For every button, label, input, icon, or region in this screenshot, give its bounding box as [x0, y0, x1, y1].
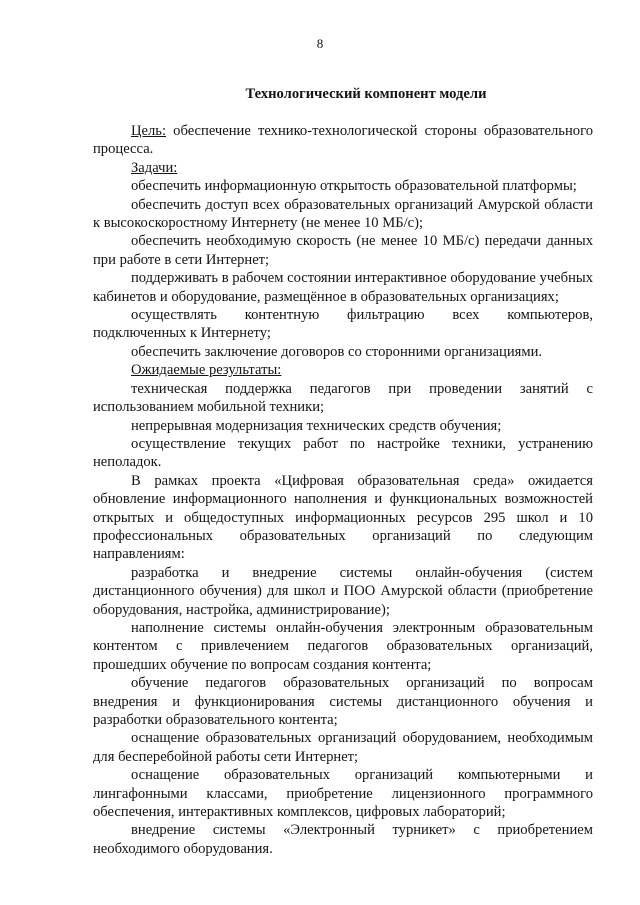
- direction-item: оснащение образовательных организаций компьютерными и лингафонными классами, приобретение лицензионного программного обеспечения, интерактивных комплексов, цифровых лабораторий;: [93, 767, 593, 821]
- result-item: непрерывная модернизация технических средств обучения;: [131, 417, 502, 434]
- direction-item: внедрение системы «Электронный турникет» с приобретением необходимого оборудования.: [93, 822, 593, 857]
- direction-item: обучение педагогов образовательных организаций по вопросам внедрения и функционирования системы дистанционного обучения и разработки образовательного контента;: [93, 675, 593, 728]
- task-item: поддерживать в рабочем состоянии интерактивное оборудование учебных кабинетов и оборудование, размещённое в образовательных организациях;: [93, 270, 593, 305]
- results-heading: Ожидаемые результаты:: [131, 362, 282, 379]
- task-item: осуществлять контентную фильтрацию всех компьютеров, подключенных к Интернету;: [93, 307, 593, 342]
- task-item: обеспечить необходимую скорость (не менее 10 МБ/с) передачи данных при работе в сети Интернет;: [93, 233, 593, 268]
- page-number: 8: [316, 36, 324, 51]
- task-item: обеспечить информационную открытость образовательной платформы;: [131, 178, 577, 195]
- goal-label: Цель:: [131, 123, 167, 139]
- direction-item: наполнение системы онлайн-обучения электронным образовательным контентом с привлечением педагогов образовательных организаций, прошедших обучение по вопросам создания контента;: [93, 619, 593, 673]
- tasks-heading: Задачи:: [131, 159, 178, 176]
- task-item: обеспечить заключение договоров со сторонними организациями.: [131, 343, 543, 360]
- result-item: техническая поддержка педагогов при проведении занятий с использованием мобильной техники;: [93, 380, 593, 416]
- result-item: осуществление текущих работ по настройке техники, устранению неполадок.: [93, 435, 593, 471]
- project-intro-paragraph: В рамках проекта «Цифровая образовательная среда» ожидается обновление информационного наполнения и функциональных возможностей открытых и общедоступных информационных ресурсов 295 школ и 10 профессиональных образовательных организаций по следующим направлениям:: [93, 472, 593, 563]
- document-body: [93, 122, 593, 858]
- section-title: Технологический компонент модели: [245, 86, 487, 102]
- direction-item: разработка и внедрение системы онлайн-обучения (систем дистанционного обучения) для школ и ПОО Амурской области (приобретение оборудования, настройка, администрирование);: [93, 564, 593, 618]
- goal-paragraph: [93, 122, 593, 159]
- task-item: обеспечить доступ всех образовательных организаций Амурской области к высокоскоростному Интернету (не менее 10 МБ/с);: [93, 196, 593, 232]
- direction-item: оснащение образовательных организаций оборудованием, необходимым для бесперебойной работы сети Интернет;: [93, 730, 593, 765]
- goal-text: обеспечение технико-технологической стороны образовательного процесса.: [93, 123, 593, 158]
